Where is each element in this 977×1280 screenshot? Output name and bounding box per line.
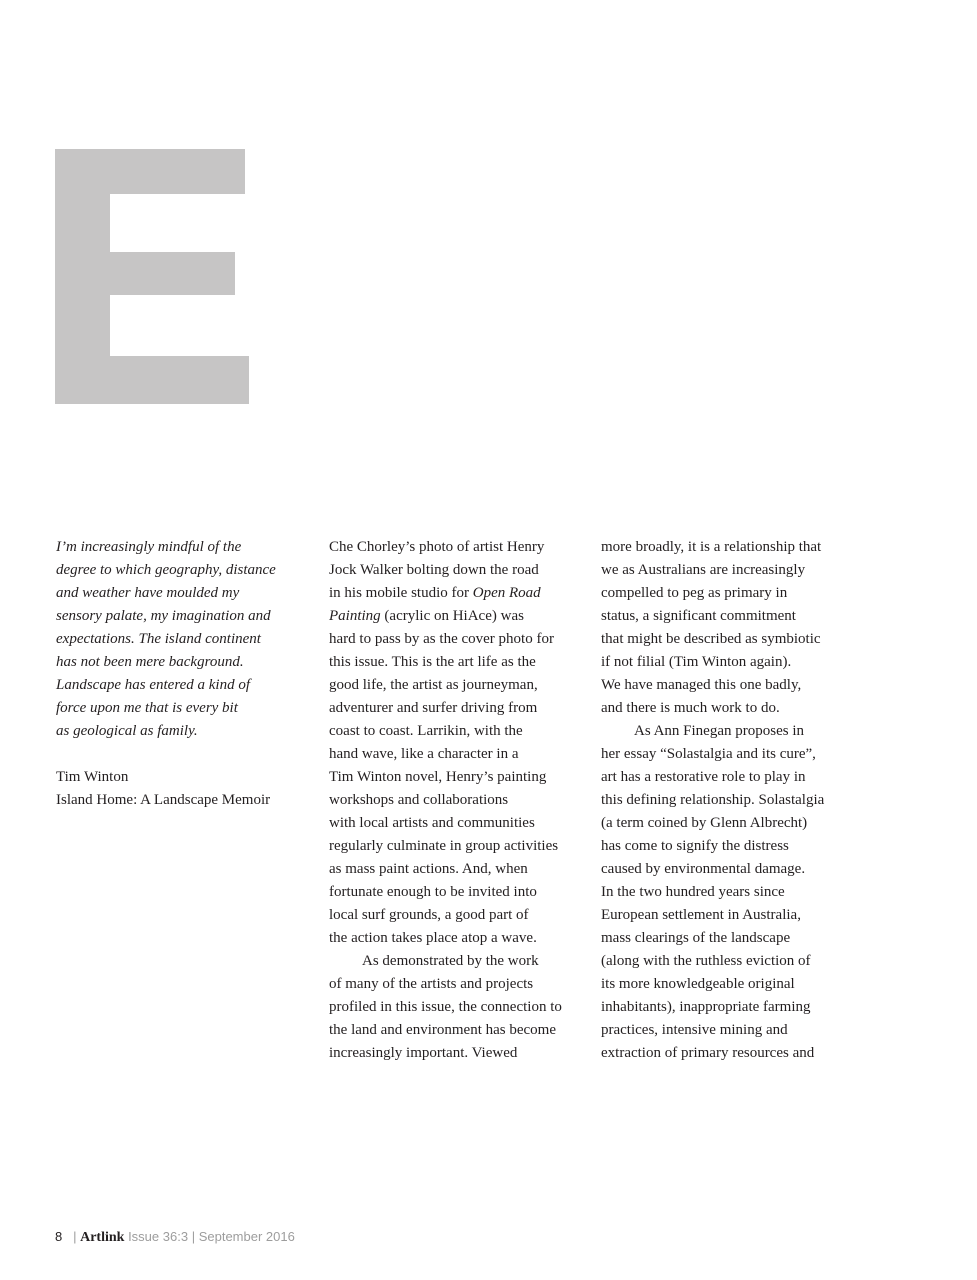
body-line: extraction of primary resources and: [601, 1045, 815, 1061]
epigraph-line: Landscape has entered a kind of: [56, 677, 250, 693]
body-line: caused by environmental damage.: [601, 861, 806, 877]
body-column-3: [601, 536, 851, 1065]
body-line: regularly culminate in group activities: [329, 838, 559, 854]
epigraph-source: Island Home: A Landscape Memoir: [56, 792, 271, 808]
body-line: has come to signify the distress: [601, 838, 789, 854]
body-line: compelled to peg as primary in: [601, 585, 788, 601]
body-line: (a term coined by Glenn Albrecht): [601, 815, 808, 831]
body-line: art has a restorative role to play in: [601, 769, 806, 785]
body-line: practices, intensive mining and: [601, 1022, 788, 1038]
epigraph-line: force upon me that is every bit: [56, 700, 238, 716]
epigraph-line: expectations. The island continent: [56, 631, 261, 647]
body-line: that might be described as symbiotic: [601, 631, 821, 647]
body-text: (acrylic on HiAce) was: [380, 608, 524, 624]
artwork-title: Painting: [329, 608, 381, 624]
body-line: with local artists and communities: [329, 815, 535, 831]
epigraph-line: has not been mere background.: [56, 654, 244, 670]
body-line: As Ann Finegan proposes in: [634, 723, 804, 739]
body-line: its more knowledgeable original: [601, 976, 795, 992]
body-line: European settlement in Australia,: [601, 907, 801, 923]
epigraph-line: and weather have moulded my: [56, 585, 240, 601]
drop-cap-e-glyph: [55, 149, 249, 404]
body-line: coast to coast. Larrikin, with the: [329, 723, 523, 739]
body-line: mass clearings of the landscape: [601, 930, 791, 946]
body-line: [329, 605, 585, 628]
artwork-title: Open Road: [472, 585, 541, 601]
body-line: Che Chorley’s photo of artist Henry: [329, 539, 545, 555]
epigraph-line: I’m increasingly mindful of the: [56, 539, 242, 555]
body-column-2: [329, 536, 585, 1065]
body-line: local surf grounds, a good part of: [329, 907, 529, 923]
epigraph-line: as geological as family.: [56, 723, 198, 739]
magazine-name: Artlink: [80, 1230, 125, 1245]
body-line: of many of the artists and projects: [329, 976, 534, 992]
body-line: status, a significant commitment: [601, 608, 796, 624]
body-line: her essay “Solastalgia and its cure”,: [601, 746, 816, 762]
body-line: fortunate enough to be invited into: [329, 884, 537, 900]
drop-cap-shape: [55, 149, 250, 404]
body-line: the action takes place atop a wave.: [329, 930, 537, 946]
body-line: profiled in this issue, the connection to: [329, 999, 562, 1015]
body-line: this defining relationship. Solastalgia: [601, 792, 825, 808]
footer-separator: |: [73, 1229, 77, 1244]
body-line: as mass paint actions. And, when: [329, 861, 528, 877]
epigraph-spacer: [56, 743, 306, 766]
body-line: more broadly, it is a relationship that: [601, 539, 822, 555]
body-line: this issue. This is the art life as the: [329, 654, 536, 670]
issue-date: September 2016: [198, 1229, 295, 1244]
footer-separator: |: [191, 1229, 196, 1244]
body-line: adventurer and surfer driving from: [329, 700, 538, 716]
body-line: hand wave, like a character in a: [329, 746, 519, 762]
page-number: 8: [55, 1229, 63, 1244]
body-line: workshops and collaborations: [329, 792, 509, 808]
epigraph-author: Tim Winton: [56, 769, 129, 785]
body-line: good life, the artist as journeyman,: [329, 677, 538, 693]
epigraph-line: sensory palate, my imagination and: [56, 608, 271, 624]
body-line: Tim Winton novel, Henry’s painting: [329, 769, 547, 785]
body-line: [329, 582, 585, 605]
issue-number: Issue 36:3: [128, 1229, 189, 1244]
body-line: Jock Walker bolting down the road: [329, 562, 539, 578]
page-footer: [55, 1229, 295, 1246]
body-line: increasingly important. Viewed: [329, 1045, 518, 1061]
body-line: As demonstrated by the work: [362, 953, 539, 969]
epigraph-column: [56, 536, 306, 812]
body-line: we as Australians are increasingly: [601, 562, 806, 578]
body-line: We have managed this one badly,: [601, 677, 802, 693]
body-line: if not filial (Tim Winton again).: [601, 654, 792, 670]
body-line: the land and environment has become: [329, 1022, 557, 1038]
body-line: hard to pass by as the cover photo for: [329, 631, 554, 647]
drop-cap-letter-e: [55, 149, 250, 404]
body-line: inhabitants), inappropriate farming: [601, 999, 811, 1015]
body-text: in his mobile studio for: [329, 585, 473, 601]
body-line: and there is much work to do.: [601, 700, 780, 716]
body-line: (along with the ruthless eviction of: [601, 953, 811, 969]
epigraph-line: degree to which geography, distance: [56, 562, 276, 578]
body-line: In the two hundred years since: [601, 884, 785, 900]
